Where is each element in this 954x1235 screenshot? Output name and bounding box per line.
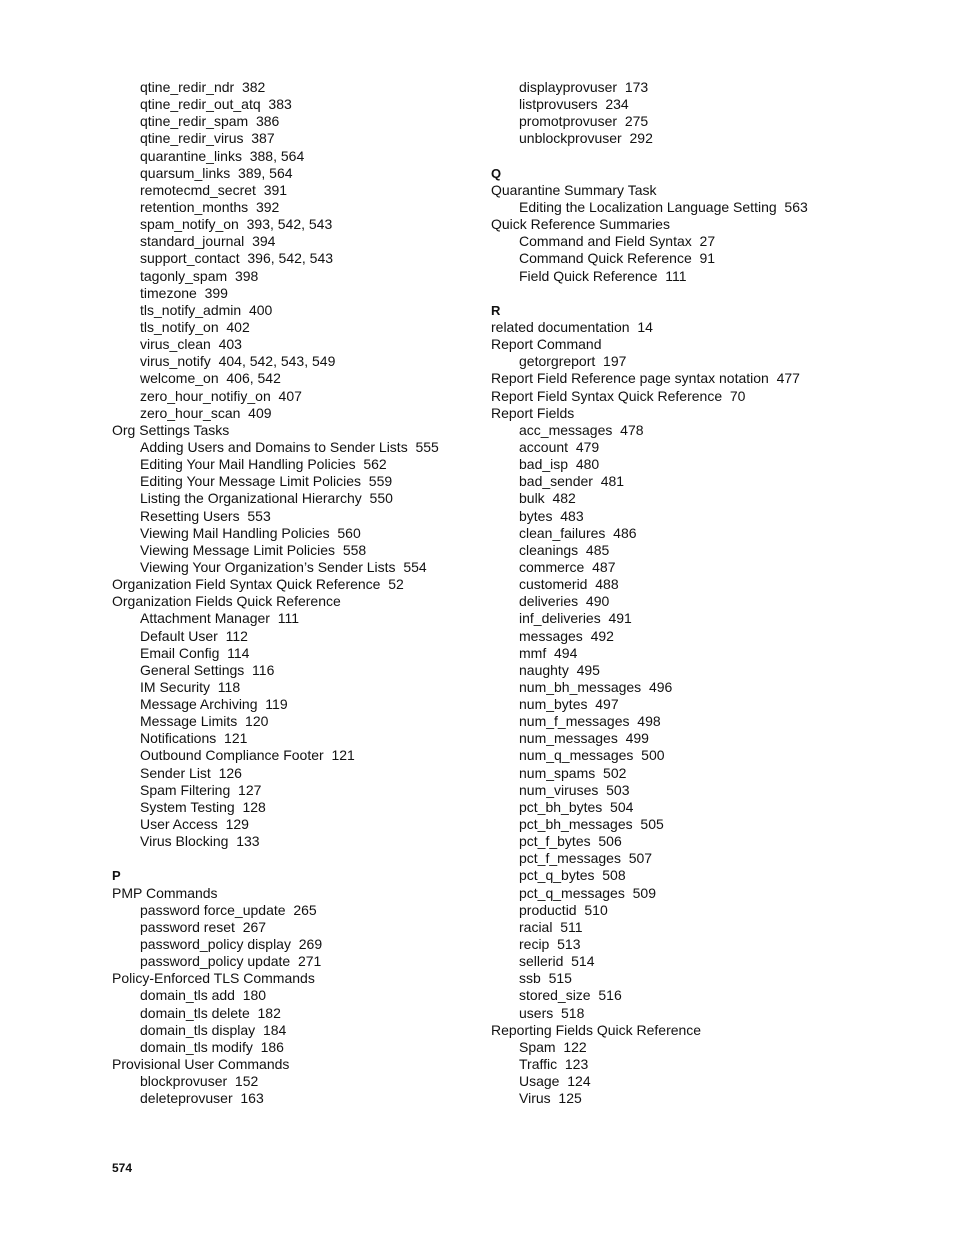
index-subentry: pct_bh_messages 505 <box>519 816 664 833</box>
index-subentry: Notifications 121 <box>140 730 248 747</box>
index-subentry: inf_deliveries 491 <box>519 610 632 627</box>
index-subentry: getorgreport 197 <box>519 353 627 370</box>
index-subentry: pct_f_messages 507 <box>519 850 653 867</box>
index-subentry: racial 511 <box>519 918 583 935</box>
index-subentry: Attachment Manager 111 <box>140 610 300 627</box>
index-subentry: sellerid 514 <box>519 953 595 970</box>
index-subentry: User Access 129 <box>140 816 249 833</box>
index-subentry: num_spams 502 <box>519 764 627 781</box>
index-subentry: pct_q_messages 509 <box>519 884 656 901</box>
index-subentry: Command Quick Reference 91 <box>519 250 716 267</box>
index-subentry: unblockprovuser 292 <box>519 130 653 147</box>
index-entry: related documentation 14 <box>491 318 653 335</box>
index-subentry: Message Limits 120 <box>140 713 269 730</box>
index-subentry: productid 510 <box>519 901 608 918</box>
index-subentry: Adding Users and Domains to Sender Lists 555 <box>140 438 439 455</box>
index-subentry: password_policy update 271 <box>140 953 322 970</box>
index-subentry: domain_tls modify 186 <box>140 1038 284 1055</box>
page-number: 574 <box>112 1161 133 1175</box>
index-subentry: Traffic 123 <box>519 1056 589 1073</box>
index-subentry: stored_size 516 <box>519 987 622 1004</box>
index-subentry: displayprovuser 173 <box>519 79 649 95</box>
index-entry: Provisional User Commands <box>112 1056 290 1073</box>
index-entry: Organization Fields Quick Reference <box>112 593 341 610</box>
index-subentry: mmf 494 <box>519 644 578 661</box>
index-entry: Report Field Syntax Quick Reference 70 <box>491 387 746 404</box>
index-subentry: num_f_messages 498 <box>519 713 661 730</box>
index-subentry: Message Archiving 119 <box>140 696 288 713</box>
index-section-letter: Q <box>491 165 502 181</box>
index-subentry: promotprovuser 275 <box>519 113 649 130</box>
index-subentry: num_q_messages 500 <box>519 747 665 764</box>
index-entry: Report Command <box>491 336 602 353</box>
index-entry: PMP Commands <box>112 884 218 901</box>
index-subentry: bad_sender 481 <box>519 473 625 490</box>
index-subentry: bulk 482 <box>519 490 576 507</box>
index-subentry: Editing the Localization Language Setting 563 <box>519 198 808 215</box>
index-subentry: num_viruses 503 <box>519 781 630 798</box>
index-subentry: num_messages 499 <box>519 730 649 747</box>
index-subentry: pct_bh_bytes 504 <box>519 798 634 815</box>
index-subentry: qtine_redir_virus 387 <box>140 130 275 147</box>
index-subentry: domain_tls display 184 <box>140 1021 287 1038</box>
index-subentry: Field Quick Reference 111 <box>519 267 687 284</box>
index-subentry: num_bh_messages 496 <box>519 678 673 695</box>
index-subentry: quarantine_links 388, 564 <box>140 147 305 164</box>
index-subentry: qtine_redir_ndr 382 <box>140 79 266 95</box>
index-section-letter: P <box>112 868 121 884</box>
index-subentry: General Settings 116 <box>140 661 275 678</box>
index-column-left <box>112 79 482 1107</box>
index-subentry: account 479 <box>519 438 600 455</box>
index-subentry: tls_notify_admin 400 <box>140 301 273 318</box>
index-subentry: pct_q_bytes 508 <box>519 867 626 884</box>
index-subentry: Editing Your Message Limit Policies 559 <box>140 473 393 490</box>
index-subentry: customerid 488 <box>519 576 619 593</box>
index-subentry: virus_notify 404, 542, 543, 549 <box>140 353 336 370</box>
index-subentry: standard_journal 394 <box>140 233 276 250</box>
index-subentry: Viewing Message Limit Policies 558 <box>140 541 367 558</box>
index-subentry: Viewing Your Organization’s Sender Lists 554 <box>140 558 427 575</box>
index-subentry: Sender List 126 <box>140 764 242 781</box>
index-subentry: Resetting Users 553 <box>140 507 271 524</box>
index-subentry: virus_clean 403 <box>140 336 242 353</box>
index-subentry: Listing the Organizational Hierarchy 550 <box>140 490 393 507</box>
index-spacer <box>491 285 871 302</box>
index-subentry: remotecmd_secret 391 <box>140 181 288 198</box>
index-subentry: deleteprovuser 163 <box>140 1090 264 1107</box>
index-subentry: spam_notify_on 393, 542, 543 <box>140 216 333 233</box>
index-subentry: IM Security 118 <box>140 678 241 695</box>
index-subentry: naughty 495 <box>519 661 600 678</box>
index-subentry: password force_update 265 <box>140 901 317 918</box>
index-subentry: commerce 487 <box>519 558 616 575</box>
index-section-letter: R <box>491 302 501 318</box>
index-subentry: Default User 112 <box>140 627 248 644</box>
index-column-right <box>491 79 871 1107</box>
index-subentry: listprovusers 234 <box>519 96 629 113</box>
index-subentry: Editing Your Mail Handling Policies 562 <box>140 456 387 473</box>
index-subentry: num_bytes 497 <box>519 696 619 713</box>
index-subentry: Spam Filtering 127 <box>140 781 262 798</box>
index-entry: Quick Reference Summaries <box>491 216 670 233</box>
index-subentry: Virus Blocking 133 <box>140 833 260 850</box>
index-entry: Org Settings Tasks <box>112 421 230 438</box>
index-entry: Report Field Reference page syntax notation 477 <box>491 370 800 387</box>
index-entry: Organization Field Syntax Quick Reference 52 <box>112 576 404 593</box>
index-subentry: acc_messages 478 <box>519 421 644 438</box>
index-subentry: tagonly_spam 398 <box>140 267 259 284</box>
index-subentry: blockprovuser 152 <box>140 1073 259 1090</box>
index-spacer <box>112 850 482 867</box>
index-subentry: cleanings 485 <box>519 541 610 558</box>
index-subentry: password_policy display 269 <box>140 936 323 953</box>
index-subentry: Usage 124 <box>519 1073 591 1090</box>
index-subentry: timezone 399 <box>140 284 228 301</box>
index-entry: Quarantine Summary Task <box>491 181 657 198</box>
index-subentry: messages 492 <box>519 627 614 644</box>
index-subentry: deliveries 490 <box>519 593 610 610</box>
index-subentry: tls_notify_on 402 <box>140 318 250 335</box>
index-subentry: Email Config 114 <box>140 644 250 661</box>
index-subentry: retention_months 392 <box>140 198 280 215</box>
index-subentry: Outbound Compliance Footer 121 <box>140 747 355 764</box>
index-subentry: bytes 483 <box>519 507 584 524</box>
index-subentry: clean_failures 486 <box>519 524 637 541</box>
index-subentry: password reset 267 <box>140 918 267 935</box>
index-subentry: recip 513 <box>519 936 581 953</box>
index-subentry: qtine_redir_out_atq 383 <box>140 96 292 113</box>
index-subentry: support_contact 396, 542, 543 <box>140 250 334 267</box>
index-subentry: Command and Field Syntax 27 <box>519 233 716 250</box>
index-subentry: Viewing Mail Handling Policies 560 <box>140 524 361 541</box>
index-entry: Policy-Enforced TLS Commands <box>112 970 315 987</box>
index-subentry: domain_tls delete 182 <box>140 1004 281 1021</box>
index-entry: Reporting Fields Quick Reference <box>491 1021 702 1038</box>
index-subentry: users 518 <box>519 1004 585 1021</box>
index-subentry: System Testing 128 <box>140 798 266 815</box>
index-entry: Report Fields <box>491 404 575 421</box>
index-subentry: quarsum_links 389, 564 <box>140 164 293 181</box>
index-subentry: qtine_redir_spam 386 <box>140 113 280 130</box>
index-spacer <box>491 148 871 165</box>
index-subentry: pct_f_bytes 506 <box>519 833 622 850</box>
index-subentry: welcome_on 406, 542 <box>140 370 281 387</box>
index-subentry: Virus 125 <box>519 1090 582 1107</box>
index-subentry: Spam 122 <box>519 1038 587 1055</box>
index-subentry: bad_isp 480 <box>519 456 600 473</box>
index-subentry: zero_hour_scan 409 <box>140 404 272 421</box>
index-subentry: domain_tls add 180 <box>140 987 267 1004</box>
index-subentry: zero_hour_notifiy_on 407 <box>140 387 302 404</box>
index-subentry: ssb 515 <box>519 970 572 987</box>
